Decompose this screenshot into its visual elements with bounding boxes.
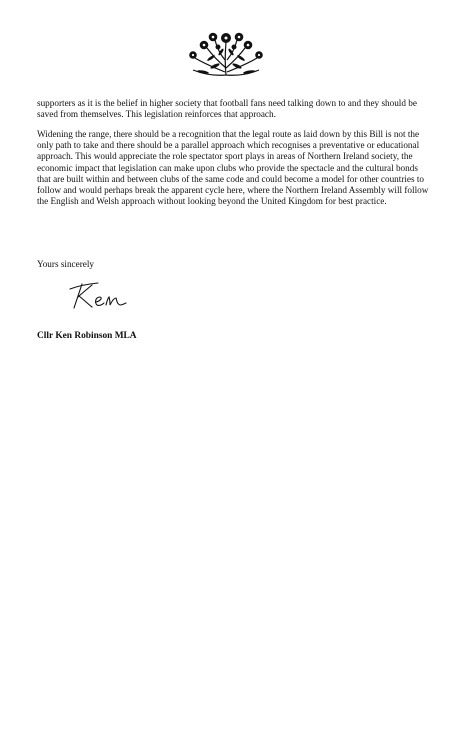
letter-body xyxy=(37,98,429,216)
closing-salutation: Yours sincerely xyxy=(37,259,94,269)
flower-emblem-icon xyxy=(185,28,267,78)
body-paragraph: supporters as it is the belief in higher society that football fans need talking down to and they should be saved from themselves. This legislation reinforces that approach. xyxy=(37,98,417,120)
body-paragraph: Widening the range, there should be a recognition that the legal route as laid down by this Bill is not the only path to take and there should be a parallel approach which recognises a preventative or educational approach. This would appreciate the role spectator sport plays in areas of Northern Ireland society, the economic impact that legislation can make upon clubs who provide the spectacle and the cultural bonds that are built within and between clubs of the same code and could become a model for other countries to follow and would perhaps break the apparent cycle here, where the Northern Ireland Assembly will follow the English and Welsh approach without looking beyond the United Kingdom for best practice. xyxy=(37,128,429,207)
handwritten-signature xyxy=(68,280,128,310)
signer-name: Cllr Ken Robinson MLA xyxy=(37,331,137,341)
